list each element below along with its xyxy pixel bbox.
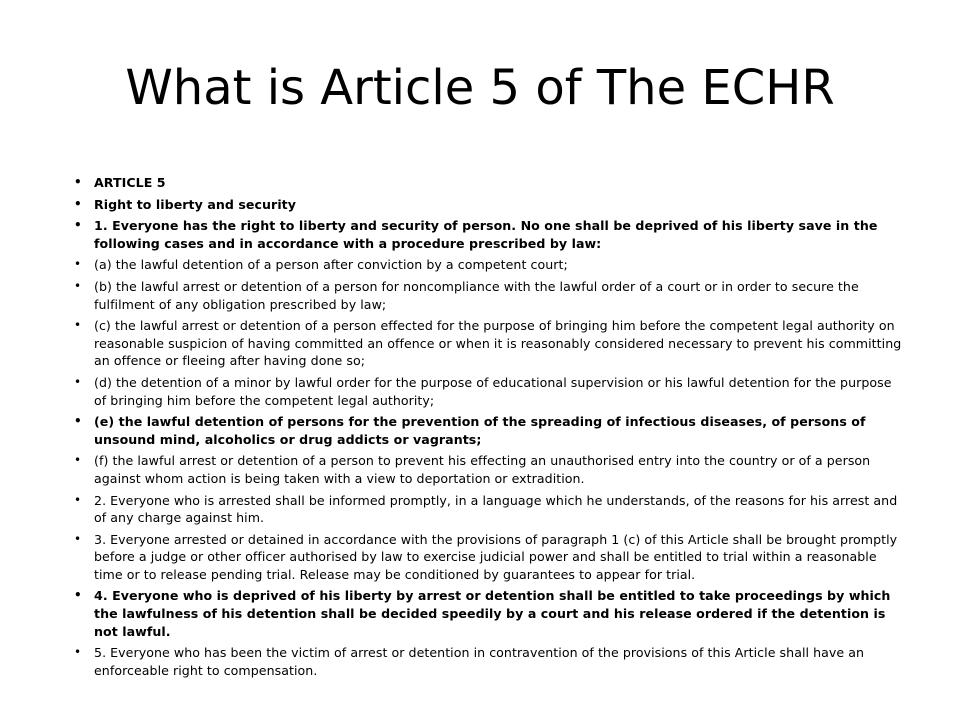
- list-item: [74, 587, 904, 640]
- bullet-dot-icon: •: [74, 414, 82, 429]
- list-item: [74, 196, 904, 214]
- list-item: [74, 644, 904, 679]
- bullet-dot-icon: •: [74, 318, 82, 333]
- bullet-dot-icon: •: [74, 588, 82, 603]
- bullet-dot-icon: •: [74, 175, 82, 189]
- bullet-dot-icon: •: [74, 645, 82, 660]
- bullet-dot-icon: •: [74, 531, 82, 546]
- list-item-text: (f) the lawful arrest or detention of a person to prevent his effecting an unauthorised entry into the country or of a person against whom action is being taken with a view to deportation or extradition.: [94, 453, 871, 486]
- bullet-dot-icon: •: [74, 492, 82, 507]
- list-item-text: (b) the lawful arrest or detention of a person for noncompliance with the lawful order of a court or in order to secure the fulfilment of any obligation prescribed by law;: [94, 278, 859, 312]
- list-item: [74, 413, 904, 448]
- list-item: [74, 256, 904, 274]
- bullet-dot-icon: •: [74, 257, 82, 272]
- bullet-list: [74, 174, 904, 683]
- list-item: [74, 531, 904, 584]
- list-item-text: (a) the lawful detention of a person after conviction by a competent court;: [94, 257, 568, 273]
- slide-title: What is Article 5 of The ECHR: [125, 60, 835, 116]
- list-item: [74, 174, 904, 192]
- bullet-dot-icon: •: [74, 278, 82, 293]
- list-item-text: 3. Everyone arrested or detained in accordance with the provisions of paragraph 1 (c) of this Article shall be brought promptly before a judge or other officer authorised by law to exercise judicial power and shall be entitled to trial within a reasonable time or to release pending trial. Release may be conditioned by guarantees to appear for trial.: [94, 531, 898, 582]
- list-item-text: 1. Everyone has the right to liberty and security of person. No one shall be deprived of his liberty save in the following cases and in accordance with a procedure prescribed by law:: [94, 218, 878, 251]
- list-item: [74, 492, 904, 527]
- list-item-text: ARTICLE 5: [94, 175, 166, 190]
- bullet-dot-icon: •: [74, 218, 82, 233]
- bullet-dot-icon: •: [74, 453, 82, 468]
- bullet-dot-icon: •: [74, 196, 82, 211]
- list-item-text: 2. Everyone who is arrested shall be informed promptly, in a language which he understands, of the reasons for his arrest and of any charge against him.: [94, 492, 898, 526]
- list-item-text: 5. Everyone who has been the victim of arrest or detention in contravention of the provisions of this Article shall have an enforceable right to compensation.: [94, 645, 865, 678]
- bullet-dot-icon: •: [74, 374, 82, 389]
- list-item: [74, 452, 904, 487]
- list-item: [74, 278, 904, 313]
- list-item-text: Right to liberty and security: [94, 196, 297, 212]
- list-item: [74, 317, 904, 370]
- list-item-text: (d) the detention of a minor by lawful order for the purpose of educational supervision or his lawful detention for the purpose of bringing him before the competent legal authority;: [94, 374, 892, 408]
- list-item: [74, 217, 904, 252]
- list-item-text: (e) the lawful detention of persons for the prevention of the spreading of infectious diseases, of persons of unsound mind, alcoholics or drug addicts or vagrants;: [94, 414, 866, 447]
- list-item-text: (c) the lawful arrest or detention of a person effected for the purpose of bringing him before the competent legal authority on reasonable suspicion of having committed an offence or when it is reasonably considered necessary to prevent his committing an offence or fleeing after having done so;: [94, 318, 902, 369]
- list-item: [74, 374, 904, 409]
- list-item-text: 4. Everyone who is deprived of his liberty by arrest or detention shall be entitled to take proceedings by which the lawfulness of his detention shall be decided speedily by a court and his release ordered if the detention is not lawful.: [94, 588, 891, 639]
